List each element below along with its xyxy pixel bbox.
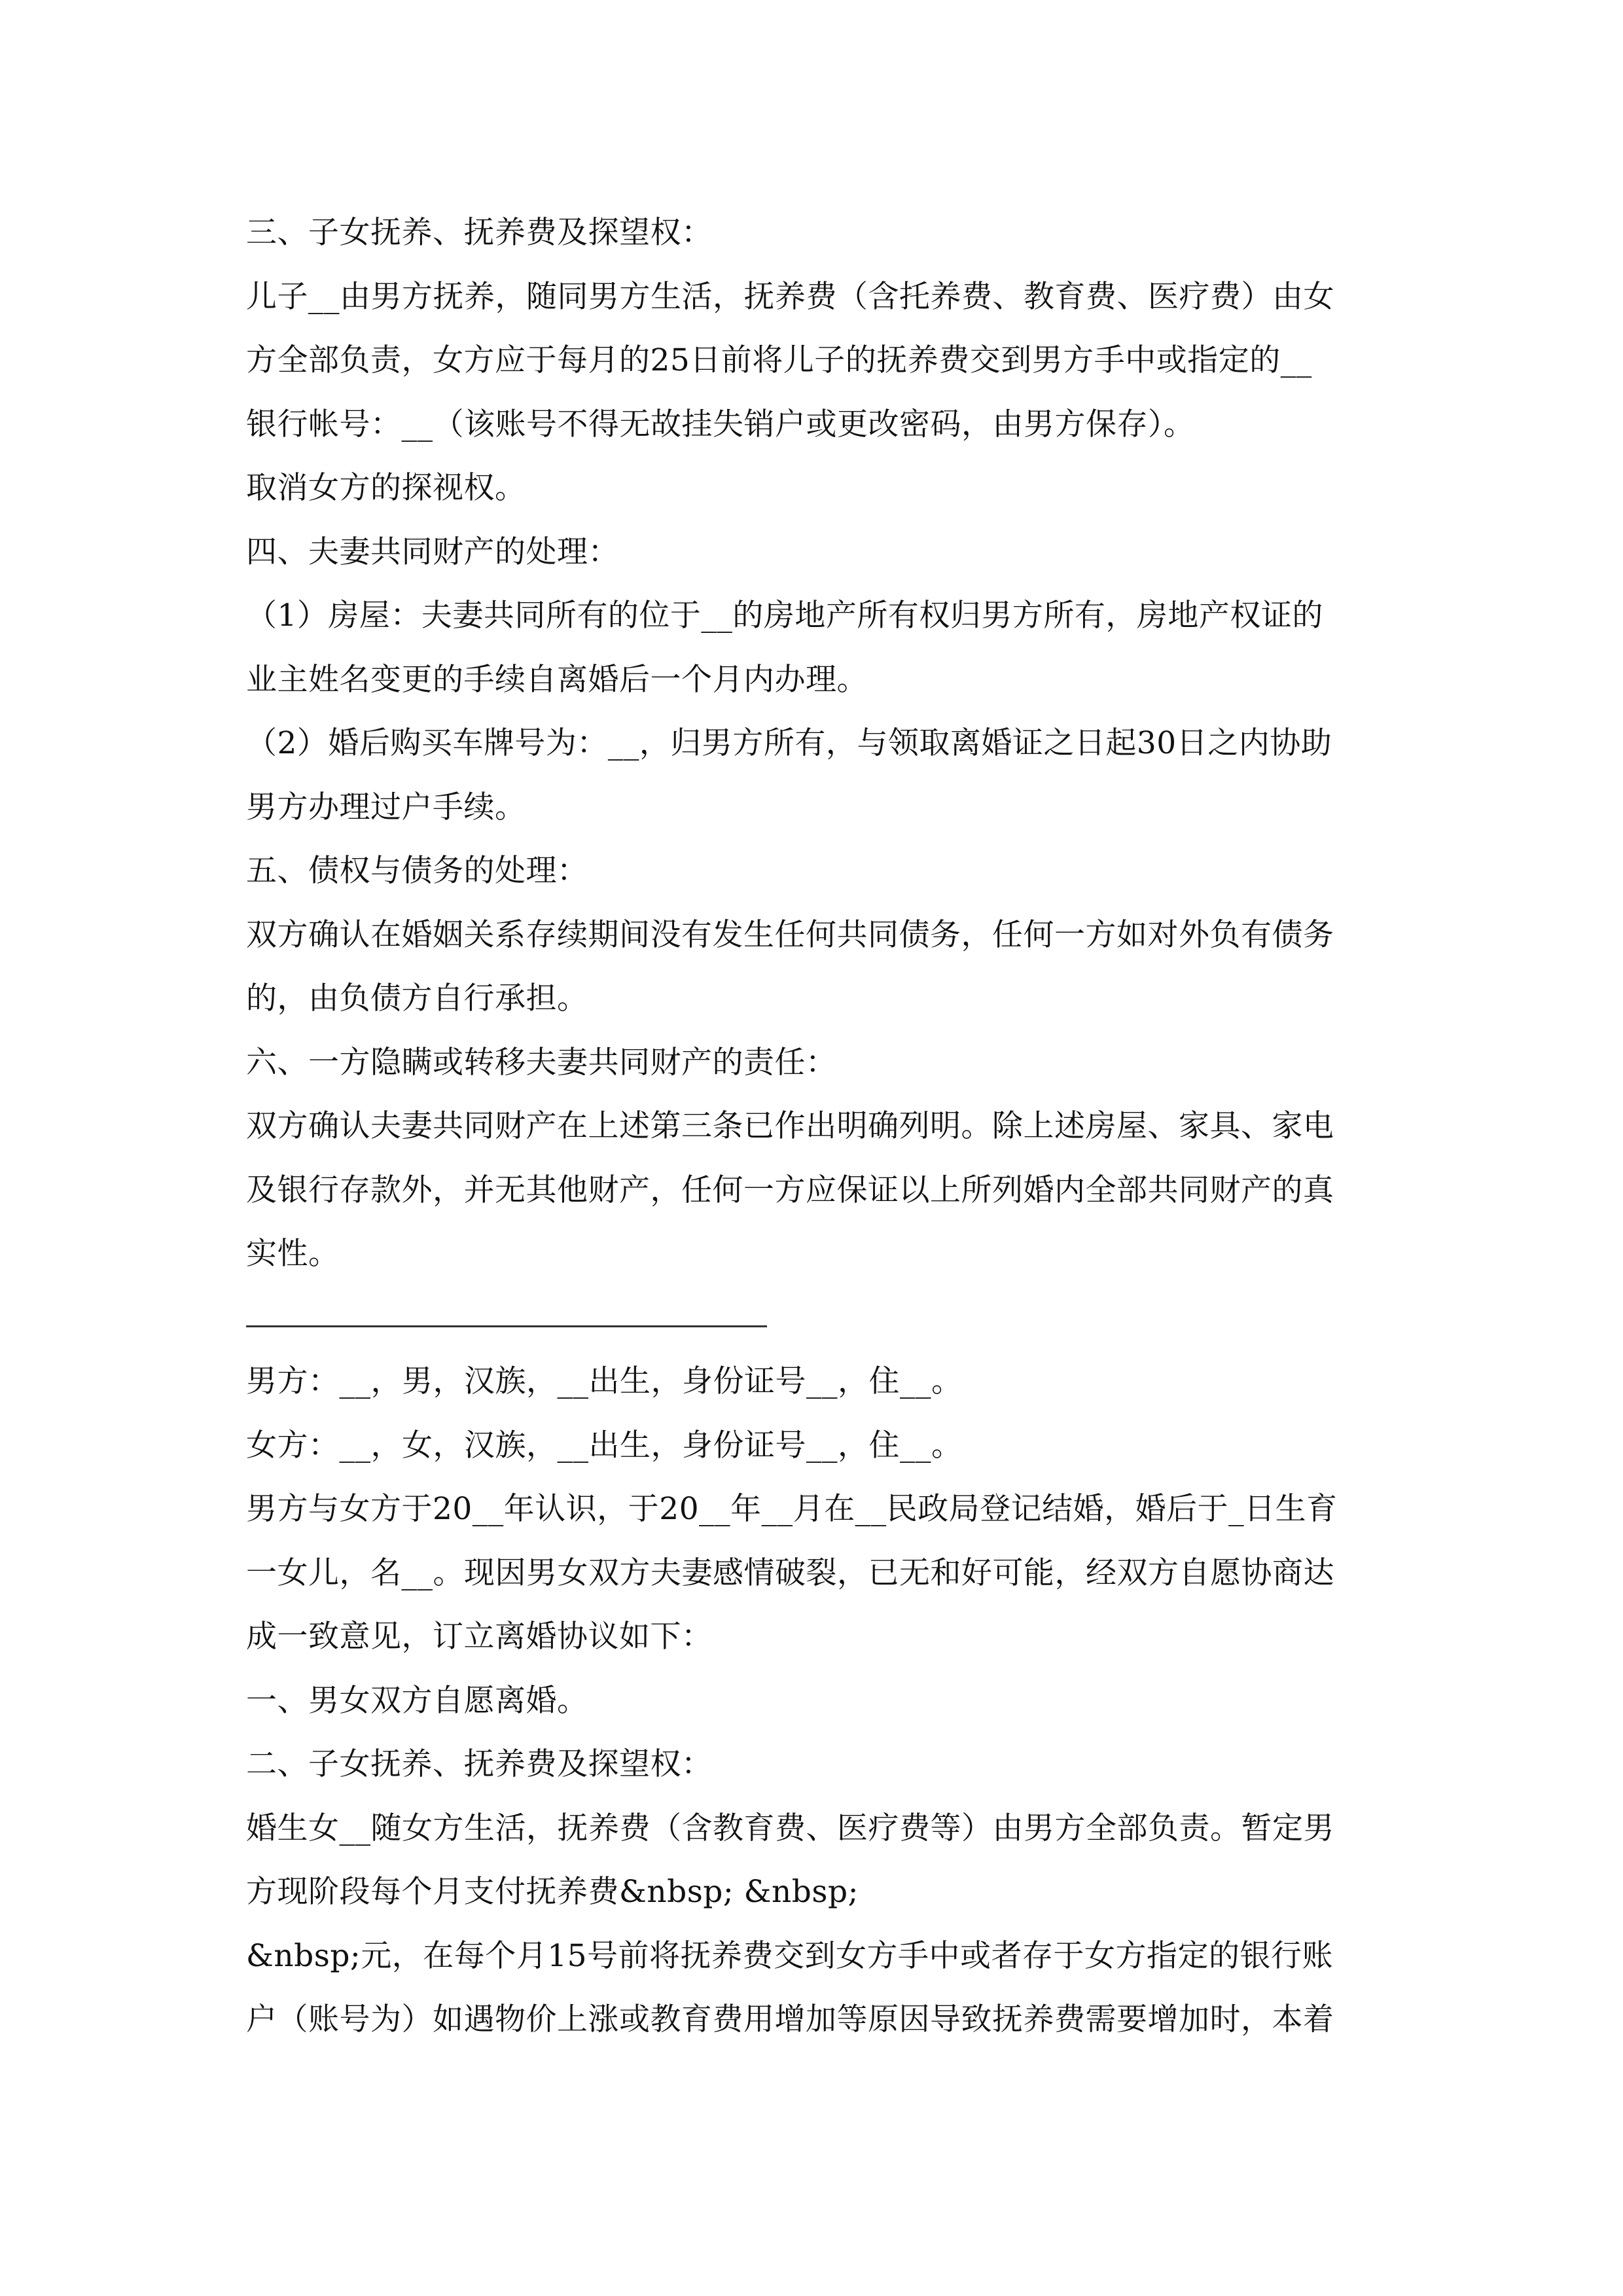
paragraph-line: 实性。 (246, 1236, 340, 1272)
paragraph-line: 户（账号为）如遇物价上涨或教育费用增加等原因导致抚养费需要增加时，本着 (246, 2001, 1334, 2037)
paragraph-line: 双方确认在婚姻关系存续期间没有发生任何共同债务，任何一方如对外负有债务 (246, 916, 1334, 953)
document-body (246, 201, 1385, 2052)
section-heading-concealment: 六、一方隐瞒或转移夫妻共同财产的责任： (246, 1044, 837, 1081)
paragraph-line: 及银行存款外，并无其他财产，任何一方应保证以上所列婚内全部共同财产的真 (246, 1172, 1334, 1208)
paragraph-line: 取消女方的探视权。 (246, 470, 526, 506)
paragraph-line: 一女儿，名__。现因男女双方夫妻感情破裂，已无和好可能，经双方自愿协商达 (246, 1554, 1334, 1591)
party-male-line: 男方：__，男，汉族，__出生，身份证号__，住__。 (246, 1363, 963, 1399)
paragraph-line: 方全部负责，女方应于每月的25日前将儿子的抚养费交到男方手中或指定的__ (246, 342, 1312, 378)
section-heading-debts: 五、债权与债务的处理： (246, 853, 588, 889)
paragraph-line: &nbsp;元，在每个月15号前将抚养费交到女方手中或者存于女方指定的银行账 (246, 1937, 1334, 1974)
paragraph-line: 方现阶段每个月支付抚养费&nbsp; &nbsp; (246, 1874, 859, 1910)
paragraph-line: 成一致意见，订立离婚协议如下： (246, 1619, 713, 1655)
divider-rule (246, 1325, 767, 1327)
party-female-line: 女方：__，女，汉族，__出生，身份证号__，住__。 (246, 1427, 963, 1463)
paragraph-line: 男方办理过户手续。 (246, 789, 526, 825)
paragraph-line: 的，由负债方自行承担。 (246, 980, 588, 1016)
paragraph-line: 婚生女__随女方生活，抚养费（含教育费、医疗费等）由男方全部负责。暂定男 (246, 1810, 1334, 1846)
paragraph-line: （2）婚后购买车牌号为：__，归男方所有，与领取离婚证之日起30日之内协助 (246, 725, 1332, 761)
paragraph-line: 业主姓名变更的手续自离婚后一个月内办理。 (246, 661, 868, 698)
section-divider (246, 1286, 1385, 1350)
section-heading-child-custody-2: 二、子女抚养、抚养费及探望权： (246, 1746, 713, 1782)
paragraph-line: 男方与女方于20__年认识，于20__年__月在__民政局登记结婚，婚后于_日生育 (246, 1491, 1338, 1527)
paragraph-line: 双方确认夫妻共同财产在上述第三条已作出明确列明。除上述房屋、家具、家电 (246, 1108, 1334, 1144)
paragraph-line: 儿子__由男方抚养，随同男方生活，抚养费（含托养费、教育费、医疗费）由女 (246, 278, 1334, 315)
section-heading-child-custody: 三、子女抚养、抚养费及探望权： (246, 215, 713, 251)
section-heading-property: 四、夫妻共同财产的处理： (246, 533, 619, 570)
paragraph-line: （1）房屋：夫妻共同所有的位于__的房地产所有权归男方所有，房地产权证的 (246, 598, 1323, 634)
clause-voluntary-divorce: 一、男女双方自愿离婚。 (246, 1682, 588, 1719)
paragraph-line: 银行帐号：__（该账号不得无故挂失销户或更改密码，由男方保存）。 (246, 406, 1195, 442)
